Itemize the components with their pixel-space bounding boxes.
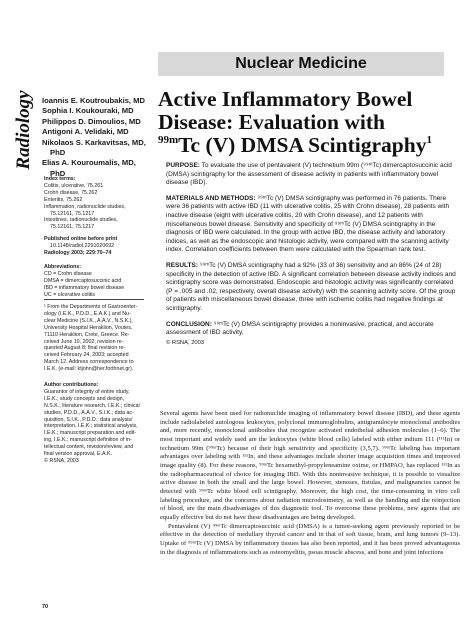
section-title: Nuclear Medicine [235,55,367,72]
abstract [166,162,458,347]
abstract-label: RESULTS: [166,261,199,269]
author: Nikolaos S. Karkavitsas, MD, PhD [42,137,146,158]
author: Elias A. Kouroumalis, MD, PhD [42,158,136,178]
affiliation-line: March 12. Address correspondence to [44,359,134,366]
contribution-line: I.E.K.; study concepts and design, [44,395,125,402]
index-term: Crohn disease, 75.262 [44,189,98,196]
journal-side-label [13,90,34,170]
title-isotope-sup: 99m [158,134,179,146]
author-list [42,96,152,179]
abbreviation: UC = ulcerative colitis [44,291,96,298]
author-contributions [44,382,156,465]
publication-info [44,236,156,257]
index-term: Intestines, radionuclide studies, [44,217,118,224]
author: Ioannis E. Koutroubakis, MD [42,96,145,105]
contribution-line: interpretation, I.E.K.; statistical analysis, [44,423,138,430]
abbreviations-heading: Abbreviations: [44,264,82,270]
contribution-line: final version approval, E.A.K. [44,451,113,458]
contribution-line: quisition, S.I.K., P.D.D.; data analysis/ [44,416,133,423]
index-terms-heading: Index terms: [44,176,76,182]
abstract-rsna: © RSNA, 2003 [166,339,205,346]
section-header [158,52,444,76]
affiliation-line: I.E.K. (e-mail: ktjohn@her.forthnet.gr). [44,366,134,373]
author: Philippos D. Dimoulios, MD [42,116,141,126]
index-term-cont: 75.12161, 75.1217 [50,224,95,231]
contribution-line: N.S.K.; literature research, I.E.K.; clinical [44,402,140,409]
author: Antigoni A. Velidaki, MD [42,127,129,137]
index-term-cont: 75.12161, 75.1217 [50,210,95,217]
index-terms [44,176,156,231]
citation: Radiology 2003; 229:70–74 [44,249,112,256]
abbreviation: CD = Crohn disease [44,270,92,277]
affiliation-line: ceived February 24, 2003; accepted [44,352,129,359]
abstract-results [166,262,458,314]
affiliation-line: quested August 8; final revision re- [44,345,126,352]
contributions-heading: Author contributions: [44,382,99,388]
author: Sophia I. Koukouraki, MD [42,106,134,116]
divider [44,299,144,300]
page-number: 70 [42,604,48,610]
abstract-text: ⁹⁹ᵐTc (V) DMSA scintigraphy provides a noninvasive, practical, and accurate assessment of IBD activity. [166,320,434,337]
affiliation-line: ceived June 10, 2002; revision re- [44,338,124,345]
abstract-purpose [166,162,458,188]
title-line3: Tc (V) DMSA Scintigraphy [178,133,427,157]
journal-name: Radiology [13,90,34,170]
affiliation-line: 71110 Heraklion, Crete, Greece. Re- [44,331,130,338]
body-text [160,410,460,557]
abstract-label: CONCLUSION: [166,320,212,328]
abstract-conclusion [166,321,458,338]
affiliation-footnote [44,304,156,373]
body-paragraph: Several agents have been used for radionuclide imaging of inflammatory bowel disease (IBD), and these agents include radiolabeled autologous leukocytes, polyclonal immunoglobulins, antigranulocyte monoclonal antibodies and, more recently, monoclonal antibodies that recognize activated endothelial adhesion molecules (1–6). The most important and widely used are the leukocytes (white blood cells) labeled with either indium 111 (¹¹¹In) or technetium 99m (⁹⁹ᵐTc) because of their high sensitivity and specificity (3,5,7). ⁹⁹ᵐTc labeling has important advantages over labeling with ¹¹¹In, and these advantages include shorter image acquisition times and improved image quality (8). For these reasons, ⁹⁹ᵐTc hexamethyl-propyleneamine oxime, or HMPAO, has replaced ¹¹¹In as the radiopharmaceutical of choice for imaging IBD. With this noninvasive technique, it is possible to visualize active disease in both the small and the large bowel. However, stenoses, fistulas, and malignancies cannot be detected with ⁹⁹ᵐTc white blood cell scintigraphy. Moreover, the high cost, the time-consuming in vitro cell labeling procedure, and the concerns about radiation microdosimetry, as well as the handling and the reinjection of blood, are the main disadvantages of this diagnostic tool. To overcome these problems, new agents that are equally effective but do not have these disadvantages are being developed. [160,410,460,521]
index-term: Enteritis, 75.262 [44,196,83,203]
contribution-rsna: © RSNA, 2003 [44,457,79,464]
abstract-text: To evaluate the use of pentavalent (V) technetium 99m (⁹⁹ᵐTc) dimercaptosuccinic acid (DMSA) scintigraphy for the assessment of disease activity in patients with inflammatory bowel disease (IBD). [166,162,452,187]
abbreviation: DMSA = dimercaptosuccinic acid [44,277,122,284]
article-title [158,88,458,157]
title-line: Active Inflammatory Bowel [158,87,413,111]
title-footnote-mark: 1 [426,134,432,146]
abbreviation: IBD = inflammatory bowel disease [44,284,125,291]
title-line [158,134,458,157]
contribution-line: I.E.K.; manuscript preparation and edit- [44,430,137,437]
contribution-line: ing, I.E.K.; manuscript definition of in- [44,437,132,444]
contribution-line: studies, P.D.D., A.A.V., S.I.K.; data ac- [44,409,134,416]
abstract-label: MATERIALS AND METHODS: [166,194,256,202]
index-term: Colitis, ulcerative, 75.261 [44,182,104,189]
title-line: Disease: Evaluation with [158,110,385,134]
index-term: Inflammation, radionuclide studies, [44,203,126,210]
affiliation-line: ology (I.E.K., P.D.D., E.A.K.) and Nu- [44,310,131,317]
affiliation-line: clear Medicine (S.I.K., A.A.V., N.S.K.), [44,317,134,324]
abstract-methods [166,195,458,255]
publication-heading: Published online before print [44,236,118,242]
abstract-text: ⁹⁹ᵐTc (V) DMSA scintigraphy had a 92% (33 of 36) sensitivity and an 86% (24 of 28) specificity in the detection of active IBD. A significant correlation between disease activity indices and scintigraphy score was demonstrated. Endoscopic and histologic activity was significantly correlated (P = .005 and .02, respectively, overall disease activity) with the scanning activity score. Of the group of patients with miscellaneous bowel disease, three with ischemic colitis had negative findings at scintigraphy. [166,261,456,312]
affiliation-line: University Hospital Heraklion, Voutes, [44,324,133,331]
doi: 10.1148/radiol.2291020692 [50,242,115,249]
abbreviations [44,264,156,299]
contribution-line: Guarantor of integrity of entire study, [44,388,130,395]
abstract-label: PURPOSE: [166,162,200,169]
affiliation-line: ¹ From the Departments of Gastroenter- [44,304,138,310]
body-paragraph: Pentavalent (V) ⁹⁹ᵐTc dimercaptosuccinic acid (DMSA) is a tumor-seeking agent previously reported to be effective in the detection of medullary thyroid cancer and in that of soft tissue, brain, and lung tumors (9–13). Uptake of ⁹⁹ᵐTc (V) DMSA by inflammatory tissues has also been reported, and it has been proved advantageous in the diagnosis of inflammations such as osteomyelitis, psoas muscle abscess, and bone and joint infections [160,522,460,556]
contribution-line: tellectual content, revision/review, and [44,444,134,451]
abstract-text: ⁹⁹ᵐTc (V) DMSA scintigraphy was performed in 76 patients. There were 36 patients with active IBD (11 with ulcerative colitis, 25 with Crohn disease), 28 patients with inactive disease (eight with ulcerative colitis, 20 with Crohn disease), and 12 patients with miscellaneous bowel disease. Sensitivity and specificity of ⁹⁹ᵐTc (V) DMSA scintigraphy in the diagnosis of IBD were calculated. In the group with active IBD, the disease activity and laboratory indices, as well as the endoscopic and histologic activity, were compared with the scanning activity index. Correlation coefficients between them were calculated with the Spearman rank test. [166,194,450,254]
